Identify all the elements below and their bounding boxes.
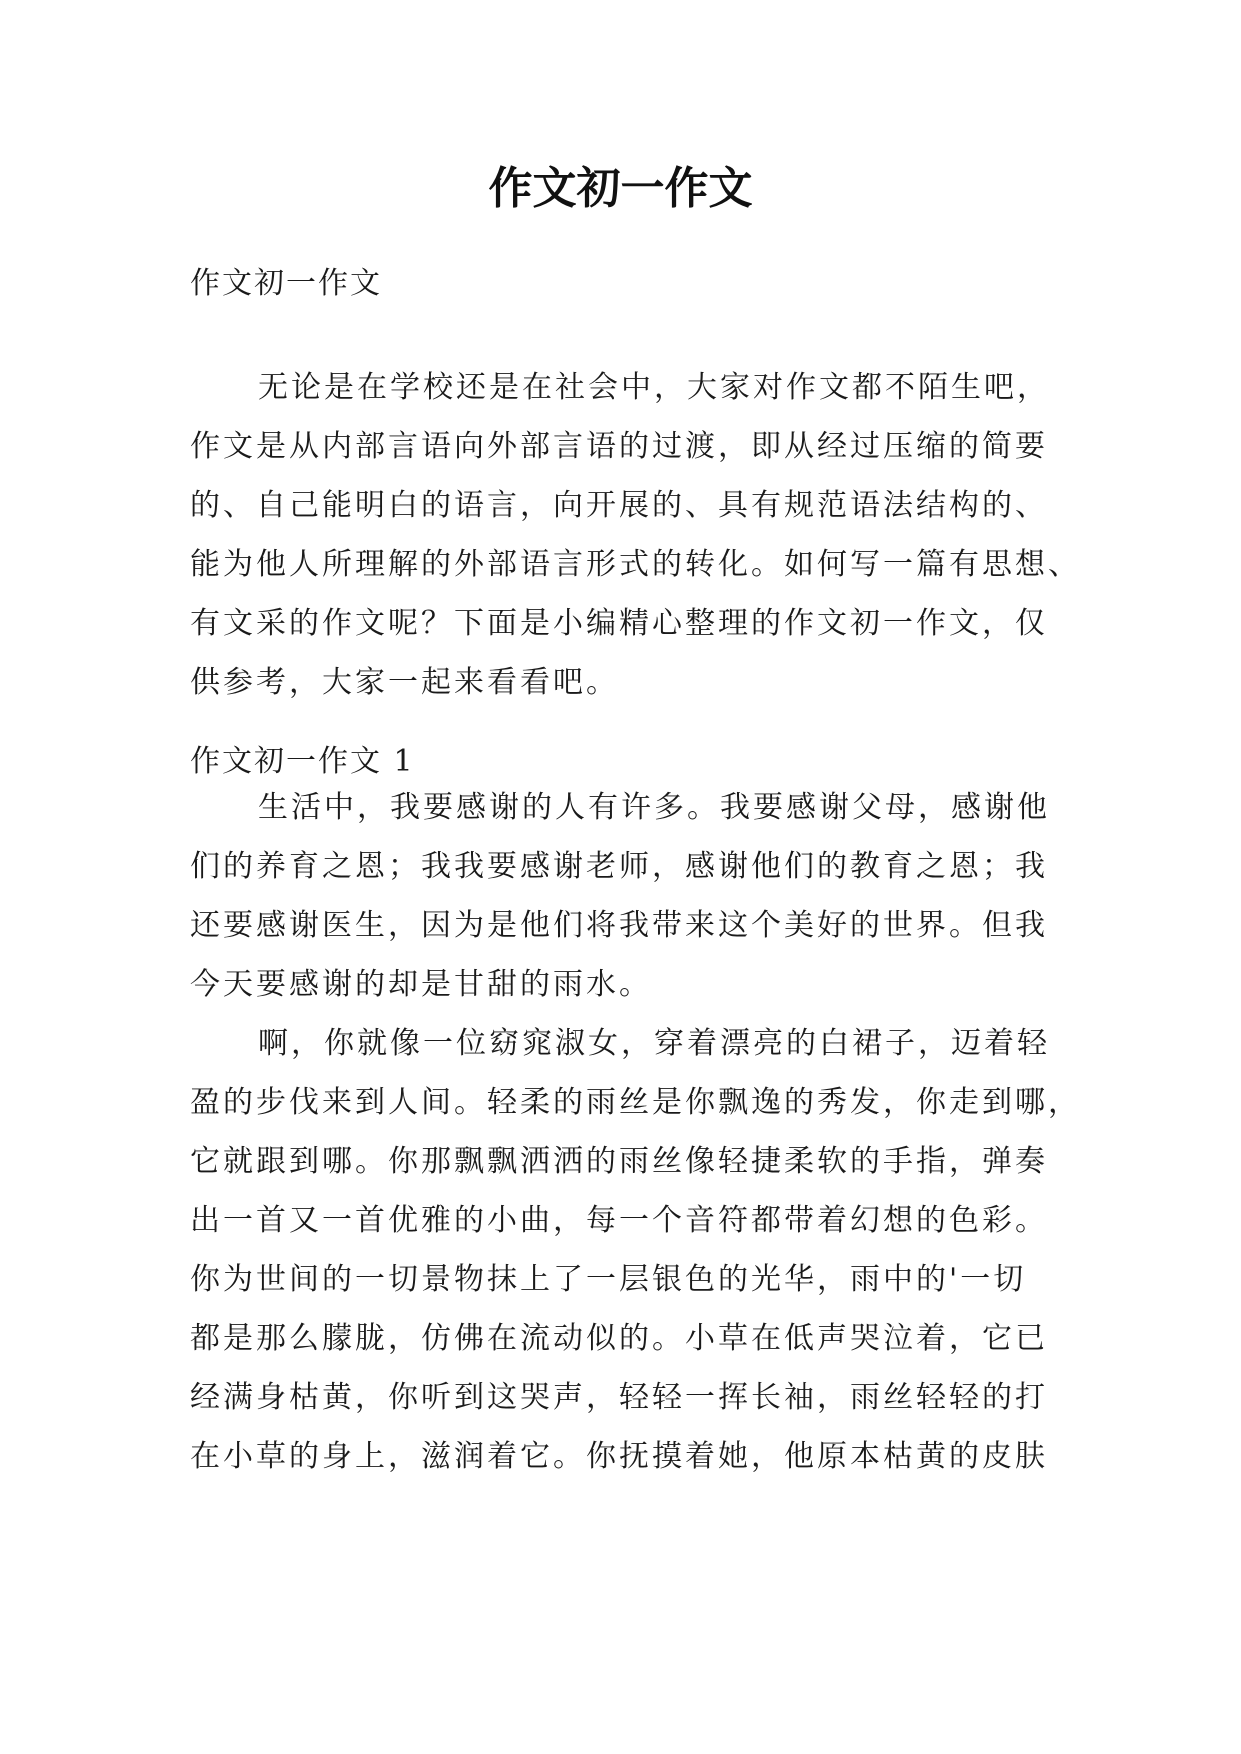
document-title: 作文初一作文 — [488, 163, 753, 214]
paragraph-line: 生活中，我要感谢的人有许多。我要感谢父母，感谢他 — [258, 790, 1050, 825]
intro-line: 供参考，大家一起来看看吧。 — [190, 665, 619, 700]
intro-line: 能为他人所理解的外部语言形式的转化。如何写一篇有思想、 — [190, 547, 1081, 582]
section-heading: 作文初一作文 1 — [190, 744, 415, 779]
paragraph-line: 还要感谢医生，因为是他们将我带来这个美好的世界。但我 — [190, 908, 1048, 943]
paragraph-line: 盈的步伐来到人间。轻柔的雨丝是你飘逸的秀发，你走到哪， — [190, 1085, 1081, 1120]
document-subtitle: 作文初一作文 — [190, 266, 382, 301]
paragraph-line: 在小草的身上，滋润着它。你抚摸着她，他原本枯黄的皮肤 — [190, 1439, 1048, 1474]
paragraph-line: 都是那么朦胧，仿佛在流动似的。小草在低声哭泣着，它已 — [190, 1321, 1048, 1356]
paragraph-line: 出一首又一首优雅的小曲，每一个音符都带着幻想的色彩。 — [190, 1203, 1048, 1238]
intro-line: 的、自己能明白的语言，向开展的、具有规范语法结构的、 — [190, 488, 1048, 523]
section1-paragraph-2 — [190, 1014, 1081, 1486]
paragraph-line: 今天要感谢的却是甘甜的雨水。 — [190, 967, 652, 1002]
paragraph-line: 你为世间的一切景物抹上了一层银色的光华，雨中的'一切 — [190, 1262, 1027, 1297]
intro-line: 无论是在学校还是在社会中，大家对作文都不陌生吧， — [258, 370, 1050, 405]
intro-line: 作文是从内部言语向外部言语的过渡，即从经过压缩的简要 — [190, 429, 1048, 464]
section1-paragraph-1 — [190, 778, 1070, 1014]
paragraph-line: 经满身枯黄，你听到这哭声，轻轻一挥长袖，雨丝轻轻的打 — [190, 1380, 1048, 1415]
paragraph-line: 它就跟到哪。你那飘飘洒洒的雨丝像轻捷柔软的手指，弹奏 — [190, 1144, 1048, 1179]
paragraph-line: 啊，你就像一位窈窕淑女，穿着漂亮的白裙子，迈着轻 — [258, 1026, 1050, 1061]
intro-paragraph — [190, 358, 1081, 712]
intro-line: 有文采的作文呢？下面是小编精心整理的作文初一作文，仅 — [190, 606, 1048, 641]
paragraph-line: 们的养育之恩；我我要感谢老师，感谢他们的教育之恩；我 — [190, 849, 1048, 884]
